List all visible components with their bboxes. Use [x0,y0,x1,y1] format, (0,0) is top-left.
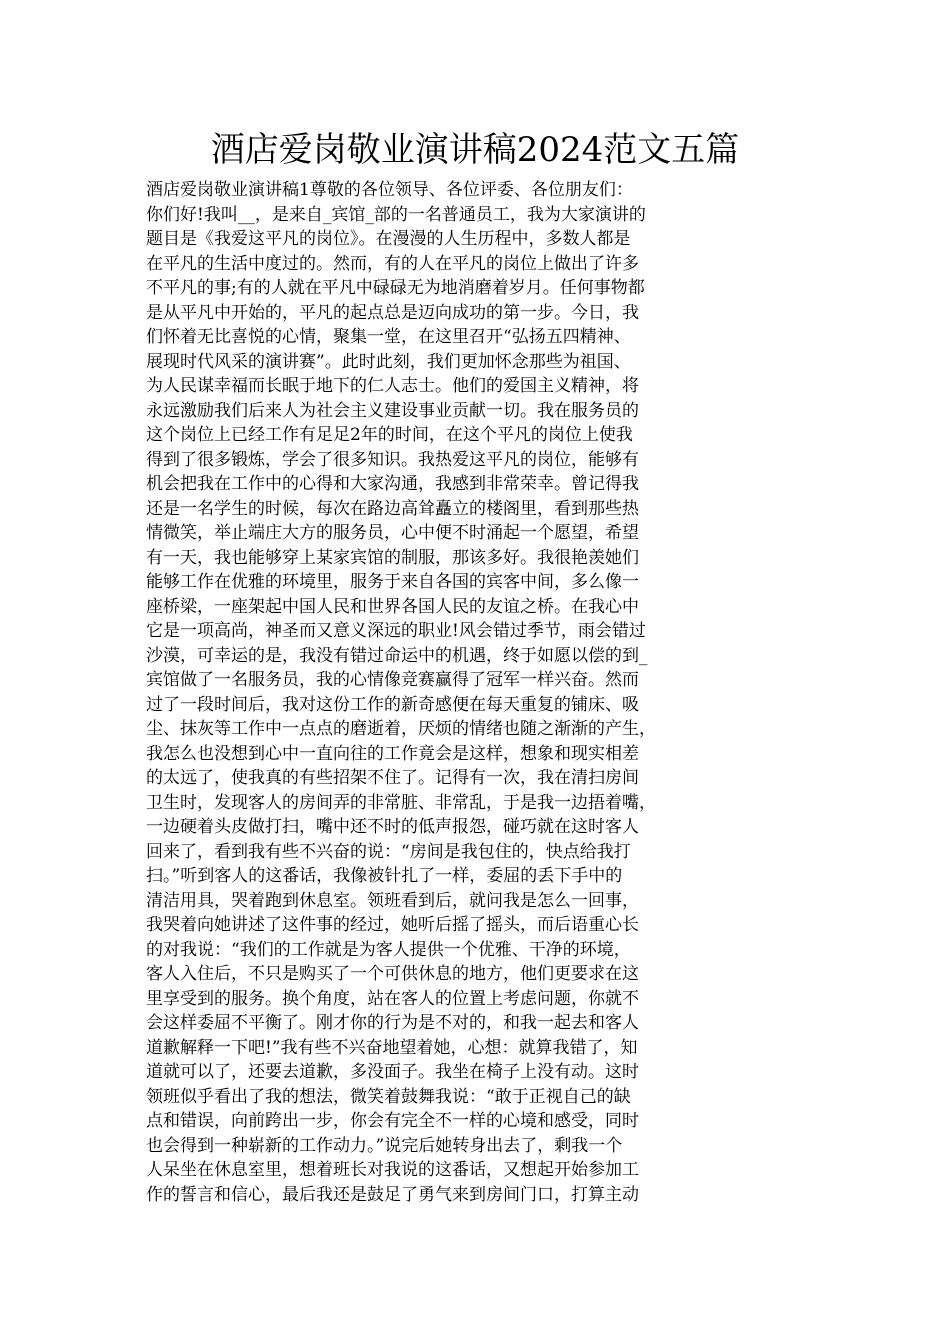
body-line: 机会把我在工作中的心得和大家沟通，我感到非常荣幸。曾记得我 [146,474,639,494]
body-line: 得到了很多锻炼，学会了很多知识。我热爱这平凡的岗位，能够有 [146,449,639,470]
body-line: 这个岗位上已经工作有足足2年的时间，在这个平凡的岗位上使我 [146,425,633,445]
body-line: 能够工作在优雅的环境里，服务于来自各国的宾客中间，多么像一 [146,572,639,592]
body-line: 我怎么也没想到心中一直向往的工作竟会是这样，想象和现实相差 [146,743,639,764]
body-line: 尘、抹灰等工作中一点点的磨逝着，厌烦的情绪也随之渐渐的产生， [146,719,656,739]
body-line: 卫生时，发现客人的房间弄的非常脏、非常乱，于是我一边捂着嘴， [146,792,656,813]
body-line: 清洁用具，哭着跑到休息室。领班看到后，就问我是怎么一回事， [146,890,639,911]
body-line: 在平凡的生活中度过的。然而，有的人在平凡的岗位上做出了许多 [146,253,639,274]
body-line: 题目是《我爱这平凡的岗位》。在漫漫的人生历程中，多数人都是 [146,229,631,249]
body-line: 也会得到一种崭新的工作动力。”说完后她转身出去了，剩我一个 [146,1135,623,1156]
body-line: 你们好!我叫__，是来自_宾馆_部的一名普通员工，我为大家演讲的 [146,204,646,225]
body-line: 回来了，看到我有些不兴奋的说：“房间是我包住的，快点给我打 [146,841,631,862]
body-line: 是从平凡中开始的，平凡的起点总是迈向成功的第一步。今日，我 [146,302,639,323]
body-line: 展现时代风采的演讲赛”。此时此刻，我们更加怀念那些为祖国、 [146,351,631,372]
body-line: 沙漠，可幸运的是，我没有错过命运中的机遇，终于如愿以偿的到_ [146,645,648,666]
body-line: 还是一名学生的时候，每次在路边高耸矗立的楼阁里，看到那些热 [146,498,639,519]
body-line: 道就可以了，还要去道歉，多没面子。我坐在椅子上没有动。这时 [146,1062,639,1082]
body-line: 的太远了，使我真的有些招架不住了。记得有一次，我在清扫房间 [146,768,639,788]
body-line: 领班似乎看出了我的想法，微笑着鼓舞我说：“敢于正视自己的缺 [146,1086,631,1107]
body-line: 宾馆做了一名服务员，我的心情像竞赛赢得了冠军一样兴奋。然而 [146,670,639,690]
document-body [146,178,806,1207]
body-line: 扫。”听到客人的这番话，我像被针扎了一样，委屈的丢下手中的 [146,866,623,886]
body-line: 有一天，我也能够穿上某家宾馆的制服，那该多好。我很艳羡她们 [146,547,639,568]
body-line: 它是一项高尚，神圣而又意义深远的职业!风会错过季节，雨会错过 [146,621,646,641]
body-line: 点和错误，向前跨出一步，你会有完全不一样的心境和感受，同时 [146,1111,639,1131]
body-line: 情微笑，举止端庄大方的服务员，心中便不时涌起一个愿望，希望 [146,523,639,543]
body-line: 客人入住后，不只是购买了一个可供休息的地方，他们更要求在这 [146,964,639,984]
body-line: 的对我说：“我们的工作就是为客人提供一个优雅、干净的环境， [146,939,631,960]
body-line: 里享受到的服务。换个角度，站在客人的位置上考虑问题，你就不 [146,988,639,1009]
body-line: 道歉解释一下吧!”我有些不兴奋地望着她，心想：就算我错了，知 [146,1037,638,1058]
body-line: 座桥梁，一座架起中国人民和世界各国人民的友谊之桥。在我心中 [146,596,639,617]
body-line: 会这样委屈不平衡了。刚才你的行为是不对的，和我一起去和客人 [146,1013,639,1033]
body-line: 一边硬着头皮做打扫，嘴中还不时的低声报怨，碰巧就在这时客人 [146,817,639,837]
body-line: 永远激励我们后来人为社会主义建设事业贡献一切。我在服务员的 [146,400,639,421]
body-line: 们怀着无比喜悦的心情，聚集一堂，在这里召开“弘扬五四精神、 [146,327,631,347]
body-line: 为人民谋幸福而长眠于地下的仁人志士。他们的爱国主义精神，将 [146,376,639,396]
body-line: 酒店爱岗敬业演讲稿1尊敬的各位领导、各位评委、各位朋友们： [146,180,633,200]
body-line: 作的誓言和信心，最后我还是鼓足了勇气来到房间门口，打算主动 [146,1184,639,1205]
body-line: 过了一段时间后，我对这份工作的新奇感便在每天重复的铺床、吸 [146,694,639,715]
document-title: 酒店爱岗敬业演讲稿2024范文五篇 [210,130,740,170]
body-line: 人呆坐在休息室里，想着班长对我说的这番话，又想起开始参加工 [146,1160,639,1180]
body-line: 我哭着向她讲述了这件事的经过，她听后摇了摇头，而后语重心长 [146,915,639,935]
body-line: 不平凡的事;有的人就在平凡中碌碌无为地消磨着岁月。任何事物都 [146,278,645,298]
